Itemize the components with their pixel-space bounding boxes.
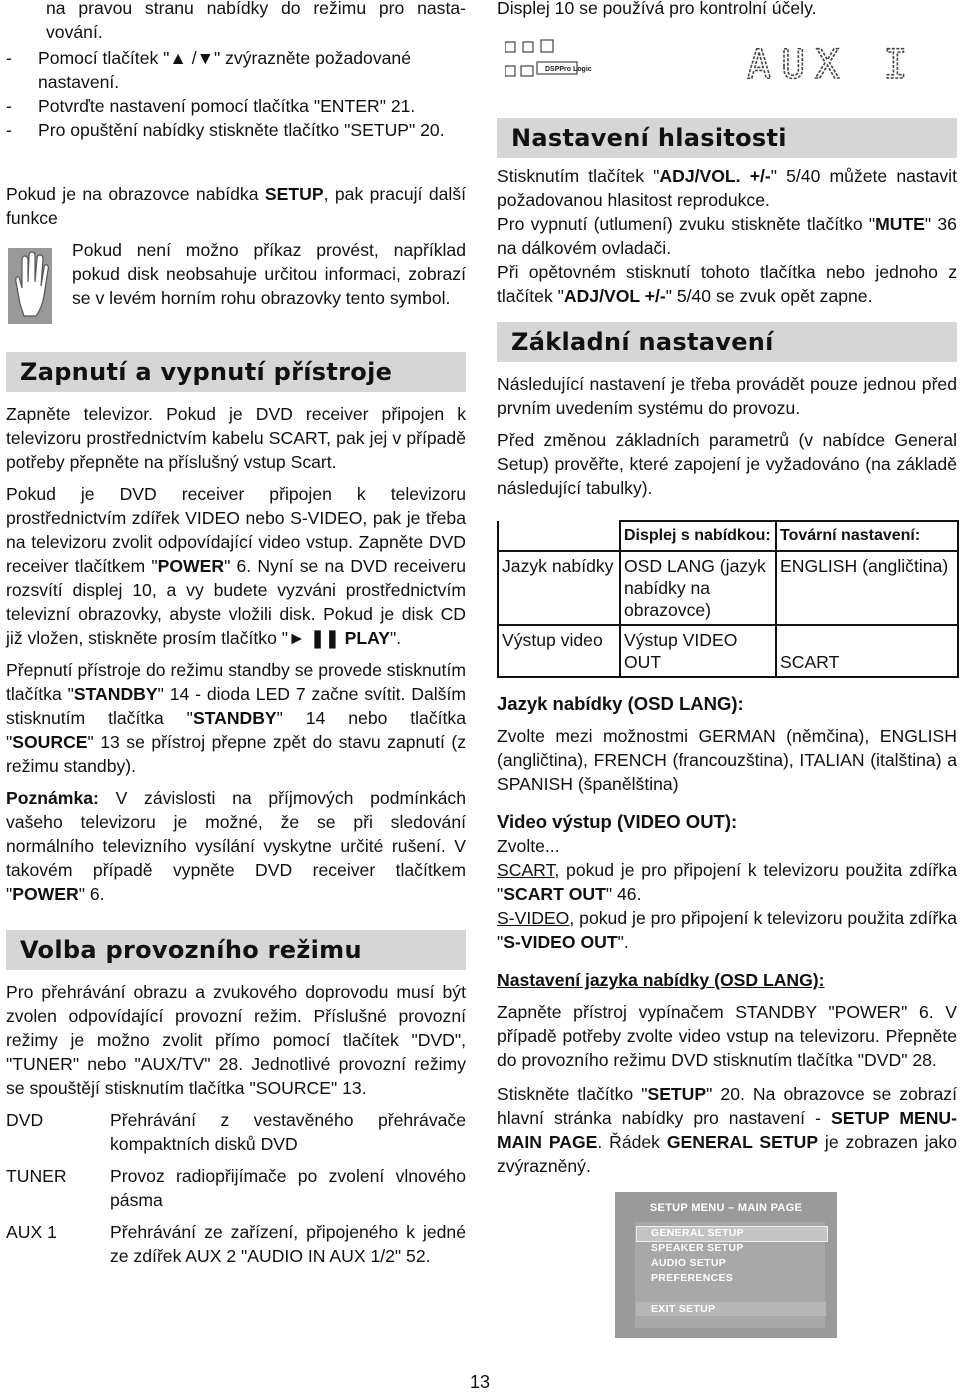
section-heading-volume: Nastavení hlasitosti [497,118,957,158]
paragraph: Pro přehrávání obrazu a zvukového doprovodu musí být zvolen odpovídající provozní režim. Příslušné provozní režimy je možno zvolit přímo pomocí tlačítek "DVD", "TUNER" nebo "AUX/TV" 28. Jednotlivé provozní režimy se spouštějí stisknutím tlačítka "SOURCE" 13. [6,982,466,1098]
section-heading-power: Zapnutí a vypnutí přístroje [6,352,466,392]
display-caption: Displej 10 se používá pro kontrolní účely. [497,0,817,18]
hand-note: Pokud není možno příkaz provést, například pokud disk neobsahuje určitou informaci, zobrazí se v levém horním rohu obrazovky tento symbol. [6,238,466,332]
paragraph: S-VIDEO, pokud je pro připojení k televizoru použita zdířka "S-VIDEO OUT". [497,908,957,952]
hand-stop-icon [6,238,72,332]
table-row: Jazyk nabídky OSD LANG (jazyk nabídky na obrazovce) ENGLISH (angličtina) [498,551,958,625]
menu-item-audio-setup: AUDIO SETUP [651,1257,727,1269]
paragraph: Následující nastavení je třeba provádět pouze jednou před prvním uvedením systému do provozu. [497,374,957,418]
subheading: Nastavení jazyka nabídky (OSD LANG): [497,970,825,990]
paragraph: Stiskněte tlačítko "SETUP" 20. Na obrazovce se zobrazí hlavní stránka nabídky pro nastavení - SETUP MENU-MAIN PAGE. Řádek GENERAL SETUP je zobrazen jako zvýrazněný. [497,1084,957,1176]
mode-key: TUNER [6,1166,67,1186]
section-heading-mode: Volba provozního režimu [6,930,466,970]
mode-desc: Přehrávání ze zařízení, připojeného k jedné ze zdířek AUX 2 "AUDIO IN AUX 1/2" 52. [110,1222,466,1266]
table-header-row: Displej s nabídkou: Tovární nastavení: [498,521,958,551]
lcd-display-image [505,38,955,84]
right-column [497,0,957,1178]
paragraph: Zapněte televizor. Pokud je DVD receiver připojen k televizoru prostřednictvím kabelu SCART, pak jej v případě potřeby přepněte na příslušný vstup Scart. [6,404,466,472]
menu-title: SETUP MENU – MAIN PAGE [649,1202,803,1214]
paragraph: Při opětovném stisknutí tohoto tlačítka nebo jednoho z tlačítek "ADJ/VOL +/-" 5/40 se zvuk opět zapne. [497,262,957,306]
paragraph: Zvolte mezi možnostmi GERMAN (němčina), ENGLISH (angličtina), FRENCH (francouzština), ITALIAN (italština) a SPANISH (španělština) [497,726,957,794]
note-paragraph: Poznámka: V závislosti na příjmových podmínkách vašeho televizoru je možné, že se při sledování normálního televizního vysílání vyskytne určité rušení. V takovém případě vypněte DVD receiver tlačítkem "POWER" 6. [6,788,466,904]
mode-key: AUX 1 [6,1222,57,1242]
list-item: - Pomocí tlačítek "▲ /▼" zvýrazněte požadované nastavení. [6,48,411,92]
setup-functions-intro: Pokud je na obrazovce nabídka SETUP, pak pracují další funkce [6,184,467,228]
subheading: Video výstup (VIDEO OUT): [497,811,738,832]
menu-item-general-setup: GENERAL SETUP [651,1227,744,1239]
list-item: - Pro opuštění nabídky stiskněte tlačítko "SETUP" 20. [6,120,445,140]
paragraph: Přepnutí přístroje do režimu standby se provede stisknutím tlačítka "STANDBY" 14 - dioda LED 7 začne svítit. Dalším stisknutím tlačítka "STANDBY" 14 nebo tlačítka "SOURCE" 13 se přístroj přepne zpět do stavu zapnutí (z režimu standby). [6,660,466,776]
mode-key: DVD [6,1110,44,1130]
paragraph: Zapněte přístroj vypínačem STANDBY "POWER" 6. V případě potřeby zvolte video vstup na televizoru. Přepněte do provozního režimu DVD stisknutím tlačítka "DVD" 28. [497,1002,957,1070]
mode-list [6,1220,466,1268]
continued-text: na pravou stranu nabídky do režimu pro nasta-vování. [46,0,466,42]
mode-list [6,1108,466,1156]
menu-item-exit-setup: EXIT SETUP [651,1303,716,1315]
table-row: Výstup video Výstup VIDEO OUT SCART [498,625,958,677]
paragraph: Zvolte... [497,836,560,856]
paragraph: Pro vypnutí (utlumení) zvuku stiskněte tlačítko "MUTE" 36 na dálkovém ovladači. [497,214,957,258]
paragraph: Pokud je DVD receiver připojen k televizoru prostřednictvím zdířek VIDEO nebo S-VIDEO, pak je třeba na televizoru zvolit odpovídající video vstup. Zapněte DVD receiver tlačítkem "POWER" 6. Nyní se na DVD receiveru rozsvítí displej 10, a vy budete vyzváni prostřednictvím televizní obrazovky, abyste vložili disk. Pokud je disk CD již vložen, stiskněte prosím tlačítko "► ❚❚ PLAY". [6,484,466,648]
section-heading-basic: Základní nastavení [497,322,957,362]
mode-desc: Přehrávání z vestavěného přehrávače kompaktních disků DVD [110,1110,466,1154]
paragraph: Před změnou základních parametrů (v nabídce General Setup) prověřte, které zapojení je vyžadováno (na základě následující tabulky). [497,430,957,498]
paragraph: Stisknutím tlačítek "ADJ/VOL. +/-" 5/40 můžete nastavit požadovanou hlasitost reprodukce. [497,166,957,210]
paragraph: SCART, pokud je pro připojení k televizoru použita zdířka "SCART OUT" 46. [497,860,957,904]
menu-item-speaker-setup: SPEAKER SETUP [651,1242,744,1254]
lcd-small-label: DSPPro Logic [545,66,592,73]
lcd-readout: AUX I [747,42,918,84]
left-column [6,0,466,1268]
menu-item-preferences: PREFERENCES [651,1272,734,1284]
page-number: 13 [469,1372,491,1392]
mode-desc: Provoz radiopřijímače po zvolení vlnového pásma [110,1166,466,1210]
list-item: - Potvrďte nastavení pomocí tlačítka "ENTER" 21. [6,96,416,116]
mode-list [6,1164,466,1212]
settings-table [497,520,959,678]
subheading: Jazyk nabídky (OSD LANG): [497,693,744,714]
